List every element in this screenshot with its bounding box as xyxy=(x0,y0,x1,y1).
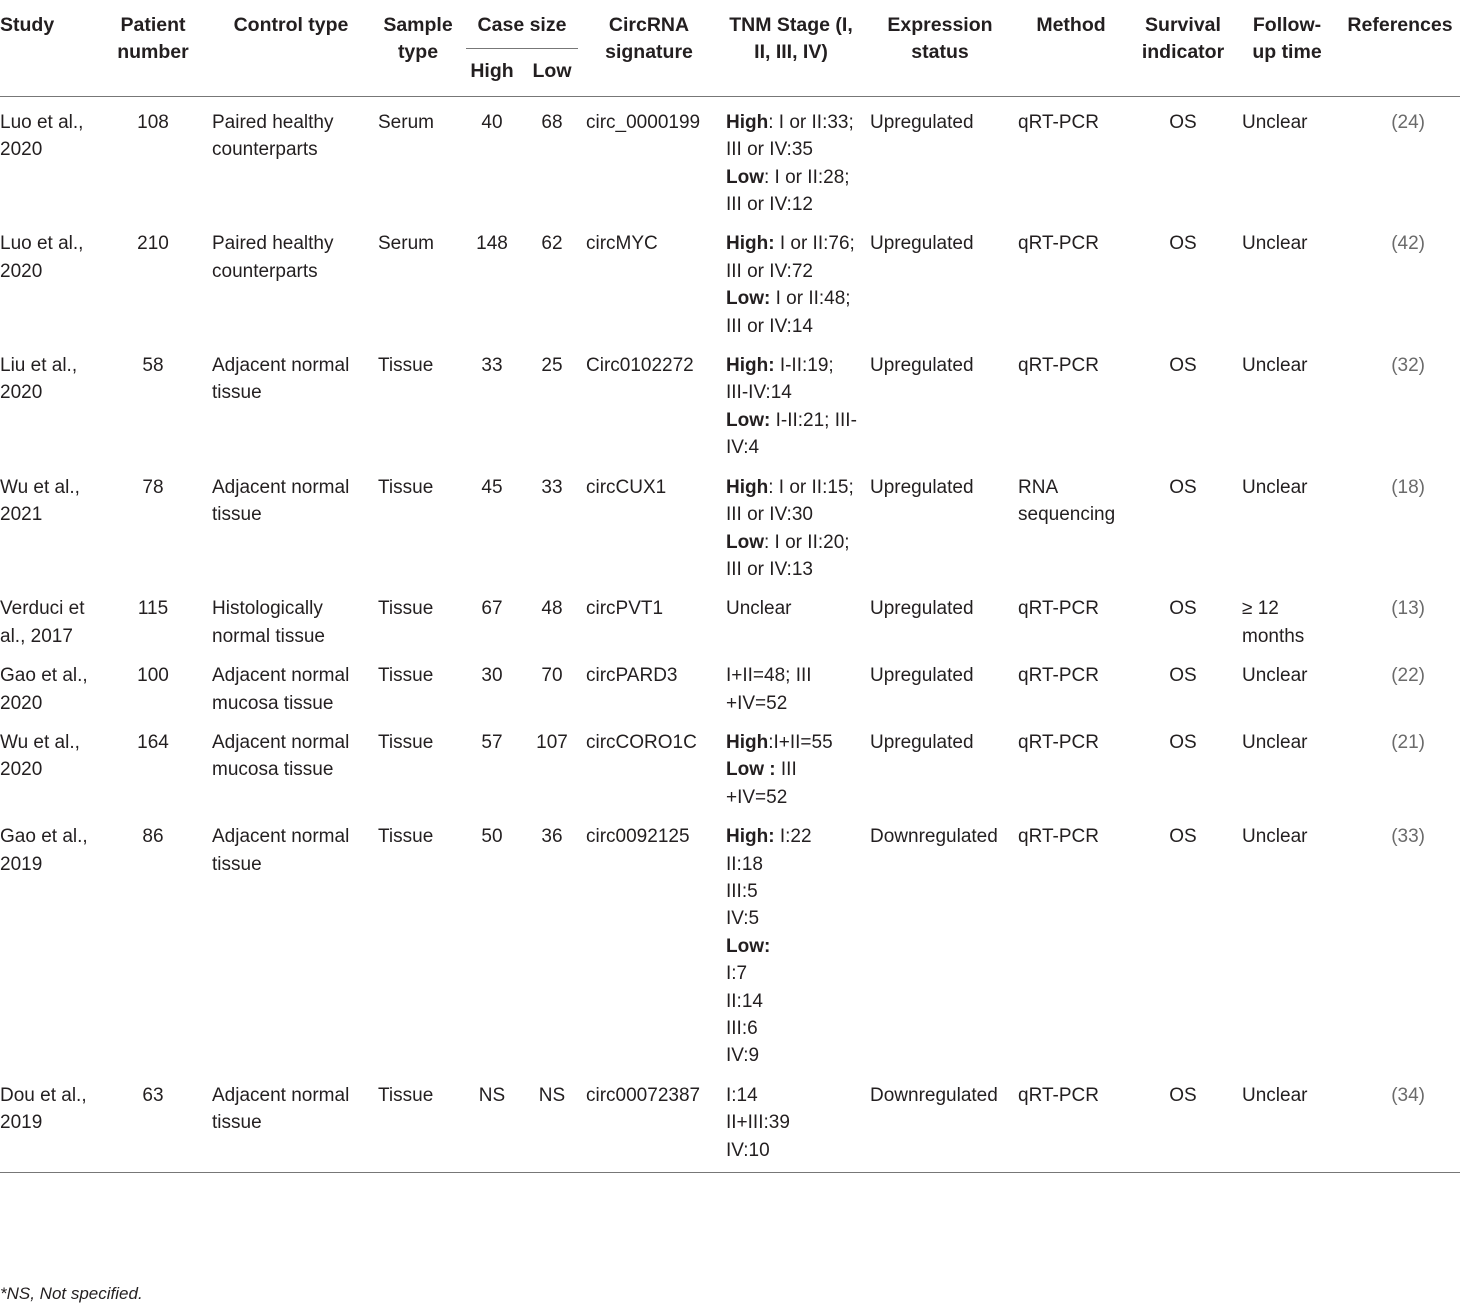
cell-reference: (13) xyxy=(1391,598,1425,620)
cell-tnm-stage xyxy=(716,218,866,340)
cell-tnm-stage xyxy=(716,96,866,218)
tnm-group-label: High: xyxy=(726,355,775,377)
cell-reference: (21) xyxy=(1391,731,1425,753)
cell-case-low: 33 xyxy=(541,476,563,498)
cell-survival-indicator: OS xyxy=(1128,1070,1238,1173)
cell-tnm-stage xyxy=(716,650,866,717)
cell-patient-number: 100 xyxy=(137,665,169,687)
tnm-group-label: Low: xyxy=(726,409,771,431)
cell-followup-time: Unclear xyxy=(1242,355,1308,377)
tnm-values: : I or II:20; III or IV:13 xyxy=(726,531,850,580)
tnm-group-label: High xyxy=(726,476,769,498)
cell-followup-time: Unclear xyxy=(1242,665,1308,687)
cell-control-type: Adjacent normal tissue xyxy=(212,476,350,526)
cell-case-high: 33 xyxy=(481,355,503,377)
cell-patient-number: 210 xyxy=(137,233,169,255)
cell-patient-number: 86 xyxy=(142,826,164,848)
header-case-high: High xyxy=(462,49,522,96)
cell-survival-indicator: OS xyxy=(1169,111,1197,133)
cell-survival-indicator: OS xyxy=(1169,598,1197,620)
cell-expression-status: Upregulated xyxy=(870,111,974,133)
cell-patient-number: 63 xyxy=(98,1070,208,1173)
cell-control-type: Adjacent normal mucosa tissue xyxy=(212,731,350,781)
header-control-type: Control type xyxy=(208,0,374,96)
cell-expression-status: Upregulated xyxy=(870,233,974,255)
tnm-values: I:14 xyxy=(726,1084,758,1106)
tnm-line xyxy=(726,1109,860,1136)
cell-tnm-stage xyxy=(716,811,866,1070)
cell-sample-type: Tissue xyxy=(378,665,434,687)
cell-method: qRT-PCR xyxy=(1014,1070,1128,1173)
cell-sample-type: Serum xyxy=(378,233,434,255)
cell-case-high: 45 xyxy=(481,476,503,498)
cell-patient-number: 58 xyxy=(142,355,164,377)
table-row xyxy=(0,717,1460,811)
table-row xyxy=(0,811,1460,1070)
tnm-values: I or II:76; III or IV:72 xyxy=(726,233,855,282)
tnm-line xyxy=(726,407,860,462)
cell-control-type: Paired healthy counterparts xyxy=(212,111,334,161)
cell-sample-type: Serum xyxy=(378,111,434,133)
cell-study: Liu et al., 2020 xyxy=(0,355,78,404)
tnm-line xyxy=(726,960,860,987)
cell-method: qRT-PCR xyxy=(1018,355,1099,377)
cell-followup-time: Unclear xyxy=(1242,826,1308,848)
cell-tnm-stage xyxy=(716,1070,866,1173)
tnm-values: IV:9 xyxy=(726,1045,760,1067)
tnm-group-label: Low xyxy=(726,166,764,188)
header-case-size-label: Case size xyxy=(466,12,578,49)
tnm-line xyxy=(726,878,860,905)
cell-case-high: 50 xyxy=(481,826,503,848)
table-row xyxy=(0,1070,1460,1173)
tnm-group-label: High: xyxy=(726,826,775,848)
cell-case-high: 148 xyxy=(476,233,508,255)
cell-expression-status: Downregulated xyxy=(866,1070,1014,1173)
tnm-group-label: High xyxy=(726,731,769,753)
cell-method: qRT-PCR xyxy=(1018,665,1099,687)
tnm-line xyxy=(726,1042,860,1069)
cell-expression-status: Upregulated xyxy=(870,665,974,687)
tnm-values: IV:5 xyxy=(726,908,760,930)
cell-reference: (32) xyxy=(1391,355,1425,377)
cell-method: qRT-PCR xyxy=(1018,111,1099,133)
tnm-values: : I or II:15; III or IV:30 xyxy=(726,476,854,526)
cell-tnm-stage xyxy=(716,583,866,650)
cell-circrna: circCORO1C xyxy=(586,731,697,753)
cell-circrna: circ0092125 xyxy=(586,826,690,848)
cell-case-low: 70 xyxy=(541,665,563,687)
cell-case-high: 40 xyxy=(481,111,503,133)
cell-reference: (33) xyxy=(1391,826,1425,848)
table-row xyxy=(0,462,1460,584)
cell-expression-status: Upregulated xyxy=(870,355,974,377)
tnm-values: : I or II:33; III or IV:35 xyxy=(726,111,854,161)
tnm-values: II+III:39 xyxy=(726,1112,790,1134)
tnm-line xyxy=(726,729,860,756)
tnm-line xyxy=(726,164,860,219)
cell-case-low: 48 xyxy=(541,598,563,620)
tnm-group-label: High xyxy=(726,111,769,133)
tnm-line xyxy=(726,474,860,529)
cell-control-type: Paired healthy counterparts xyxy=(212,233,334,282)
cell-reference: (42) xyxy=(1391,233,1425,255)
tnm-values: :I+II=55 xyxy=(768,731,833,753)
cell-study: Luo et al., 2020 xyxy=(0,111,84,161)
cell-circrna: circMYC xyxy=(586,233,658,255)
cell-case-low: 62 xyxy=(541,233,563,255)
header-survival: Survival indicator xyxy=(1128,0,1238,96)
tnm-line xyxy=(726,823,860,850)
header-method: Method xyxy=(1014,0,1128,96)
table-footnote: *NS, Not specified. xyxy=(0,1284,143,1303)
tnm-values: I+II=48; III +IV=52 xyxy=(726,665,812,714)
tnm-values: : I or II:28; III or IV:12 xyxy=(726,166,850,216)
header-case-size xyxy=(462,0,582,49)
table-row xyxy=(0,340,1460,462)
table-body xyxy=(0,96,1460,1172)
header-patient-number: Patient number xyxy=(98,0,208,96)
cell-patient-number: 164 xyxy=(137,731,169,753)
tnm-values: I-II:21; III-IV:4 xyxy=(726,409,857,459)
cell-control-type: Adjacent normal tissue xyxy=(212,826,350,875)
cell-sample-type: Tissue xyxy=(378,598,434,620)
cell-expression-status: Downregulated xyxy=(870,826,998,848)
tnm-values: I:7 xyxy=(726,963,748,985)
cell-method: qRT-PCR xyxy=(1018,826,1099,848)
cell-tnm-stage xyxy=(716,717,866,811)
tnm-line xyxy=(726,1082,860,1109)
cell-control-type: Histologically normal tissue xyxy=(212,598,325,647)
header-circrna: CircRNA signature xyxy=(582,0,716,96)
tnm-line xyxy=(726,756,860,811)
cell-case-low: NS xyxy=(522,1070,582,1173)
header-expression: Expression status xyxy=(866,0,1014,96)
cell-case-high: 67 xyxy=(481,598,503,620)
cell-control-type: Adjacent normal tissue xyxy=(208,1070,374,1173)
tnm-values: II:18 xyxy=(726,853,763,875)
table-row xyxy=(0,96,1460,218)
cell-followup-time: Unclear xyxy=(1238,1070,1336,1173)
tnm-line xyxy=(726,595,860,622)
tnm-line xyxy=(726,352,860,407)
cell-study: Dou et al., 2019 xyxy=(0,1070,98,1173)
tnm-values: III:6 xyxy=(726,1018,758,1039)
cell-survival-indicator: OS xyxy=(1169,233,1197,255)
header-sample-type: Sample type xyxy=(374,0,462,96)
cell-reference: (18) xyxy=(1391,476,1425,498)
tnm-line xyxy=(726,933,860,960)
tnm-values: I:22 xyxy=(774,826,812,848)
cell-circrna: circ_0000199 xyxy=(586,111,701,133)
cell-followup-time: Unclear xyxy=(1242,233,1308,255)
cell-case-low: 68 xyxy=(541,111,563,133)
cell-survival-indicator: OS xyxy=(1169,826,1197,848)
cell-sample-type: Tissue xyxy=(378,476,434,498)
cell-expression-status: Upregulated xyxy=(870,598,974,620)
header-case-low: Low xyxy=(522,49,582,96)
cell-followup-time: ≥ 12 months xyxy=(1242,598,1305,647)
header-followup: Follow-up time xyxy=(1238,0,1336,96)
cell-expression-status: Upregulated xyxy=(870,731,974,753)
cell-case-low: 25 xyxy=(541,355,563,377)
cell-case-low: 107 xyxy=(536,731,568,753)
tnm-line xyxy=(726,988,860,1015)
table-row xyxy=(0,583,1460,650)
tnm-line xyxy=(726,529,860,584)
cell-method: RNA sequencing xyxy=(1018,476,1116,526)
cell-method: qRT-PCR xyxy=(1018,233,1099,255)
tnm-values: IV:10 xyxy=(726,1139,770,1161)
cell-sample-type: Tissue xyxy=(378,826,434,848)
tnm-values: I or II:48; III or IV:14 xyxy=(726,288,851,337)
cell-circrna: circ00072387 xyxy=(582,1070,716,1173)
cell-reference: (34) xyxy=(1336,1070,1460,1173)
tnm-group-label: Low xyxy=(726,531,764,553)
tnm-line xyxy=(726,662,860,717)
tnm-line xyxy=(726,905,860,932)
header-study: Study xyxy=(0,0,98,96)
tnm-group-label: Low : xyxy=(726,759,776,781)
cell-study: Gao et al., 2019 xyxy=(0,826,88,875)
cell-study: Wu et al., 2021 xyxy=(0,476,80,526)
cell-tnm-stage xyxy=(716,462,866,584)
tnm-line xyxy=(726,109,860,164)
table-header xyxy=(0,0,1460,96)
cell-survival-indicator: OS xyxy=(1169,355,1197,377)
table-row xyxy=(0,218,1460,340)
cell-method: qRT-PCR xyxy=(1018,598,1099,620)
cell-study: Luo et al., 2020 xyxy=(0,233,84,282)
cell-tnm-stage xyxy=(716,340,866,462)
tnm-values: III:5 xyxy=(726,880,758,902)
cell-patient-number: 115 xyxy=(137,598,169,620)
cell-followup-time: Unclear xyxy=(1242,476,1308,498)
cell-control-type: Adjacent normal tissue xyxy=(212,355,350,404)
cell-survival-indicator: OS xyxy=(1169,476,1197,498)
cell-method: qRT-PCR xyxy=(1018,731,1099,753)
cell-case-high: 30 xyxy=(481,665,503,687)
table-row xyxy=(0,650,1460,717)
cell-case-low: 36 xyxy=(541,826,563,848)
cell-circrna: circPARD3 xyxy=(586,665,678,687)
cell-followup-time: Unclear xyxy=(1242,731,1308,753)
cell-sample-type: Tissue xyxy=(378,731,434,753)
cell-circrna: Circ0102272 xyxy=(586,355,694,377)
tnm-values: Unclear xyxy=(726,598,792,620)
cell-sample-type: Tissue xyxy=(374,1070,462,1173)
tnm-values: III +IV=52 xyxy=(726,759,797,808)
tnm-group-label: Low: xyxy=(726,288,771,310)
tnm-line xyxy=(726,285,860,340)
header-references: References xyxy=(1336,0,1460,96)
cell-followup-time: Unclear xyxy=(1242,111,1308,133)
cell-patient-number: 108 xyxy=(137,111,169,133)
cell-study: Verduci et al., 2017 xyxy=(0,598,85,647)
cell-case-high: 57 xyxy=(481,731,503,753)
tnm-line xyxy=(726,1015,860,1042)
cell-circrna: circCUX1 xyxy=(586,476,667,498)
cell-reference: (24) xyxy=(1391,111,1425,133)
cell-study: Wu et al., 2020 xyxy=(0,731,80,781)
cell-study: Gao et al., 2020 xyxy=(0,665,88,714)
cell-patient-number: 78 xyxy=(142,476,164,498)
tnm-group-label: High: xyxy=(726,233,775,255)
header-tnm: TNM Stage (I, II, III, IV) xyxy=(716,0,866,96)
cell-control-type: Adjacent normal mucosa tissue xyxy=(212,665,350,714)
tnm-values: I-II:19; III-IV:14 xyxy=(726,355,834,404)
tnm-line xyxy=(726,1137,860,1164)
cell-sample-type: Tissue xyxy=(378,355,434,377)
cell-expression-status: Upregulated xyxy=(870,476,974,498)
tnm-values: II:14 xyxy=(726,990,763,1012)
cell-survival-indicator: OS xyxy=(1169,731,1197,753)
tnm-line xyxy=(726,230,860,285)
cell-survival-indicator: OS xyxy=(1169,665,1197,687)
tnm-group-label: Low: xyxy=(726,935,771,957)
cell-circrna: circPVT1 xyxy=(586,598,664,620)
tnm-line xyxy=(726,851,860,878)
cell-reference: (22) xyxy=(1391,665,1425,687)
cell-case-high: NS xyxy=(462,1070,522,1173)
